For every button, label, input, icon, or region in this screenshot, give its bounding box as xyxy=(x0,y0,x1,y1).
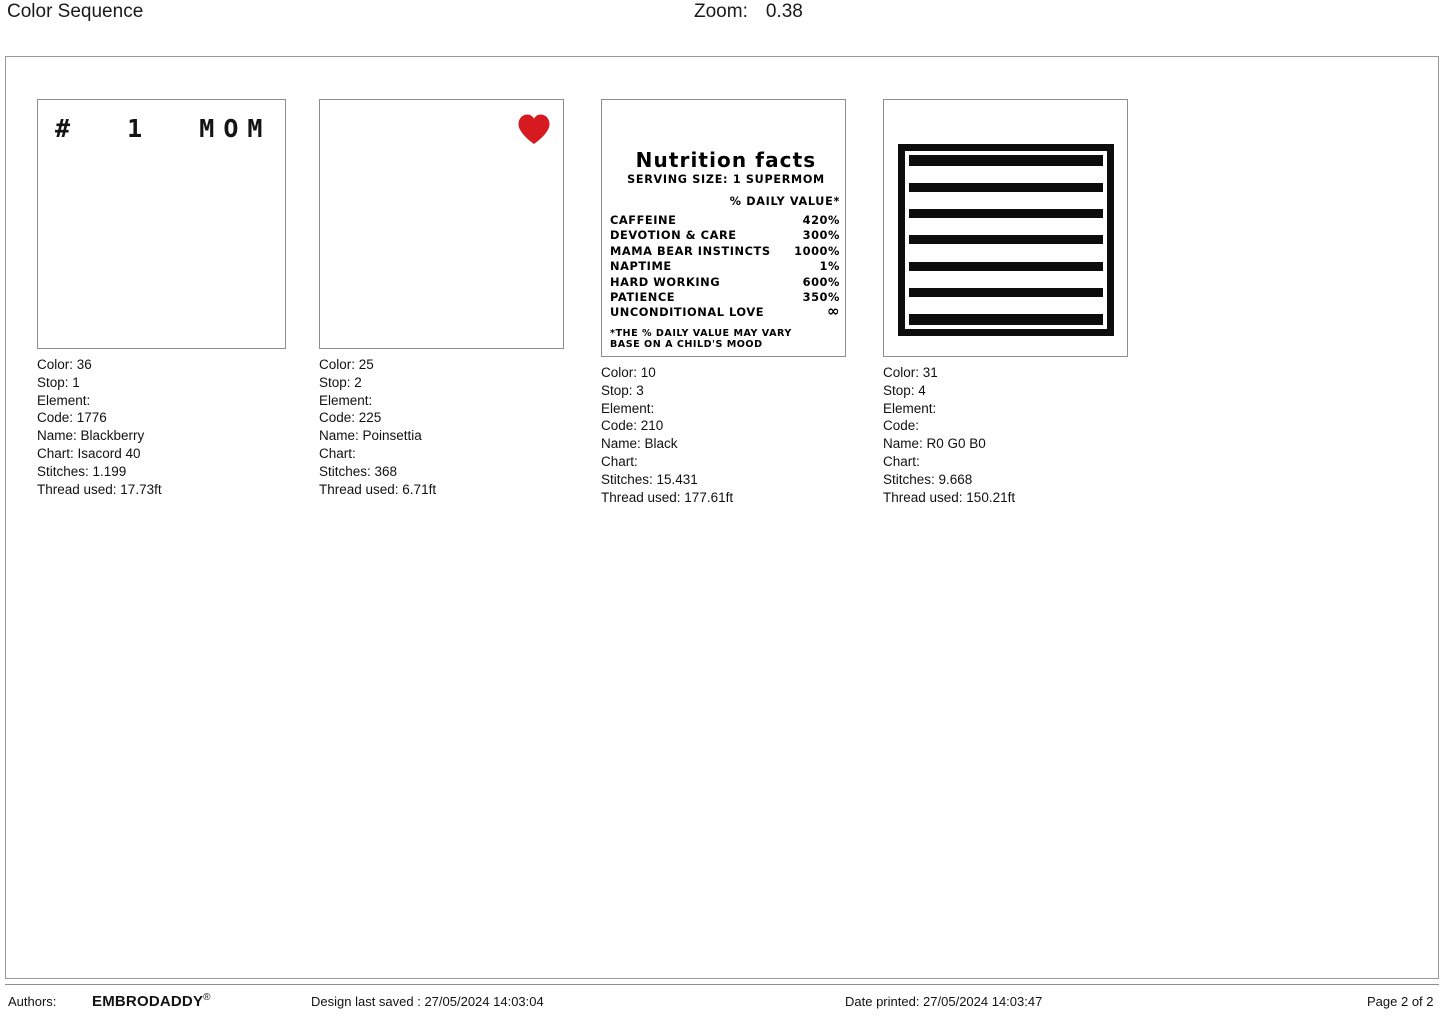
stop-index: Stop: 4 xyxy=(883,382,926,398)
thread-used: Thread used: 6.71ft xyxy=(319,481,437,497)
nutrition-footnote-line-1: *THE % DAILY VALUE MAY VARY xyxy=(610,327,792,339)
nutrition-row-value: 300% xyxy=(802,228,840,243)
bar-segment xyxy=(909,235,1103,244)
color-sequence-item[interactable] xyxy=(37,99,319,506)
stop-index: Stop: 2 xyxy=(319,374,362,390)
footer-divider xyxy=(5,984,1439,985)
color-sequence-item[interactable] xyxy=(883,99,1165,506)
nutrition-row xyxy=(610,259,842,274)
nutrition-row xyxy=(610,290,842,305)
artwork-stacked-bars xyxy=(898,144,1114,336)
design-preview-swatch[interactable] xyxy=(883,99,1128,357)
bar-segment xyxy=(909,288,1103,297)
nutrition-row-label: CAFFEINE xyxy=(610,213,677,227)
thread-code: Code: 225 xyxy=(319,410,382,426)
nutrition-title: Nutrition facts xyxy=(635,148,817,172)
page-header xyxy=(0,0,1445,56)
nutrition-daily-value-header: % DAILY VALUE* xyxy=(729,195,840,208)
stitch-count: Stitches: 9.668 xyxy=(883,471,973,487)
stitch-count: Stitches: 368 xyxy=(319,463,398,479)
nutrition-serving-size: SERVING SIZE: 1 SUPERMOM xyxy=(627,173,825,186)
nutrition-footnote-line-2: BASE ON A CHILD'S MOOD xyxy=(610,339,763,351)
color-sequence-list xyxy=(37,99,1165,506)
registered-mark-icon: ® xyxy=(203,992,211,1003)
zoom-value: 0.38 xyxy=(765,1,803,22)
color-index: Color: 25 xyxy=(319,357,374,372)
thread-code: Code: xyxy=(883,418,920,434)
artwork-text-number-one-mom: # 1 MOM xyxy=(55,114,272,143)
thread-name: Name: Poinsettia xyxy=(319,428,422,444)
design-preview-swatch[interactable] xyxy=(319,99,564,349)
artwork-nutrition-facts xyxy=(610,148,842,351)
thread-used: Thread used: 17.73ft xyxy=(37,481,162,497)
thread-name: Name: R0 G0 B0 xyxy=(883,436,986,452)
color-index: Color: 36 xyxy=(37,357,92,372)
bar-segment xyxy=(909,262,1103,271)
element-name: Element: xyxy=(601,400,655,416)
zoom-label: Zoom: xyxy=(694,1,748,22)
thread-code: Code: 1776 xyxy=(37,410,107,426)
nutrition-row-value: 420% xyxy=(802,213,840,227)
nutrition-row-label: HARD WORKING xyxy=(610,274,721,289)
element-name: Element: xyxy=(319,392,373,408)
thread-chart: Chart: xyxy=(883,453,920,469)
thread-chart: Chart: xyxy=(319,445,356,461)
color-sequence-item[interactable] xyxy=(601,99,883,506)
thread-code: Code: 210 xyxy=(601,418,664,434)
thread-chart: Chart: xyxy=(601,453,638,469)
bar-segment xyxy=(909,155,1103,166)
bar-segment xyxy=(909,183,1103,192)
nutrition-row-value: 1% xyxy=(819,259,840,274)
nutrition-row-label: MAMA BEAR INSTINCTS xyxy=(610,243,771,258)
color-sequence-item[interactable] xyxy=(319,99,601,506)
page-title: Color Sequence xyxy=(7,1,144,22)
nutrition-row-label: NAPTIME xyxy=(610,259,672,274)
nutrition-row-value: 350% xyxy=(802,290,840,305)
element-name: Element: xyxy=(883,400,937,416)
nutrition-rows xyxy=(610,213,842,321)
bar-segment xyxy=(909,209,1103,218)
bar-segment xyxy=(909,314,1103,325)
brand-text: EMBRODADDY xyxy=(92,993,204,1010)
page-footer xyxy=(0,992,1445,1017)
color-index: Color: 10 xyxy=(601,365,656,380)
nutrition-row xyxy=(610,244,842,259)
nutrition-row-value: 600% xyxy=(802,274,840,289)
color-info-block xyxy=(601,364,883,506)
nutrition-row-label: PATIENCE xyxy=(610,290,676,305)
nutrition-row xyxy=(610,302,842,321)
thread-used: Thread used: 150.21ft xyxy=(883,489,1016,505)
design-preview-swatch[interactable] xyxy=(37,99,286,349)
nutrition-footnote xyxy=(610,328,842,351)
zoom-control[interactable] xyxy=(694,1,803,23)
stitch-count: Stitches: 1.199 xyxy=(37,463,127,479)
nutrition-row-label: UNCONDITIONAL LOVE xyxy=(610,305,765,320)
document-canvas xyxy=(5,56,1439,979)
nutrition-row xyxy=(610,228,842,243)
nutrition-row-label: DEVOTION & CARE xyxy=(610,228,737,243)
heart-icon xyxy=(517,113,551,145)
page-number: Page 2 of 2 xyxy=(1367,994,1434,1009)
thread-name: Name: Black xyxy=(601,436,678,452)
design-preview-swatch[interactable] xyxy=(601,99,846,357)
thread-chart: Chart: Isacord 40 xyxy=(37,445,141,461)
date-printed: Date printed: 27/05/2024 14:03:47 xyxy=(845,994,1043,1009)
brand-name xyxy=(92,992,211,1010)
nutrition-row-value: ∞ xyxy=(826,302,840,321)
design-last-saved: Design last saved : 27/05/2024 14:03:04 xyxy=(311,994,544,1009)
color-index: Color: 31 xyxy=(883,365,938,380)
nutrition-row xyxy=(610,275,842,290)
authors-label: Authors: xyxy=(8,994,57,1009)
color-info-block xyxy=(319,356,601,498)
stitch-count: Stitches: 15.431 xyxy=(601,471,698,487)
color-info-block xyxy=(883,364,1165,506)
nutrition-row xyxy=(610,213,842,228)
color-info-block xyxy=(37,356,319,498)
nutrition-row-value: 1000% xyxy=(794,243,840,258)
element-name: Element: xyxy=(37,392,91,408)
thread-used: Thread used: 177.61ft xyxy=(601,489,734,505)
thread-name: Name: Blackberry xyxy=(37,428,145,444)
stop-index: Stop: 1 xyxy=(37,374,80,390)
stop-index: Stop: 3 xyxy=(601,382,644,398)
